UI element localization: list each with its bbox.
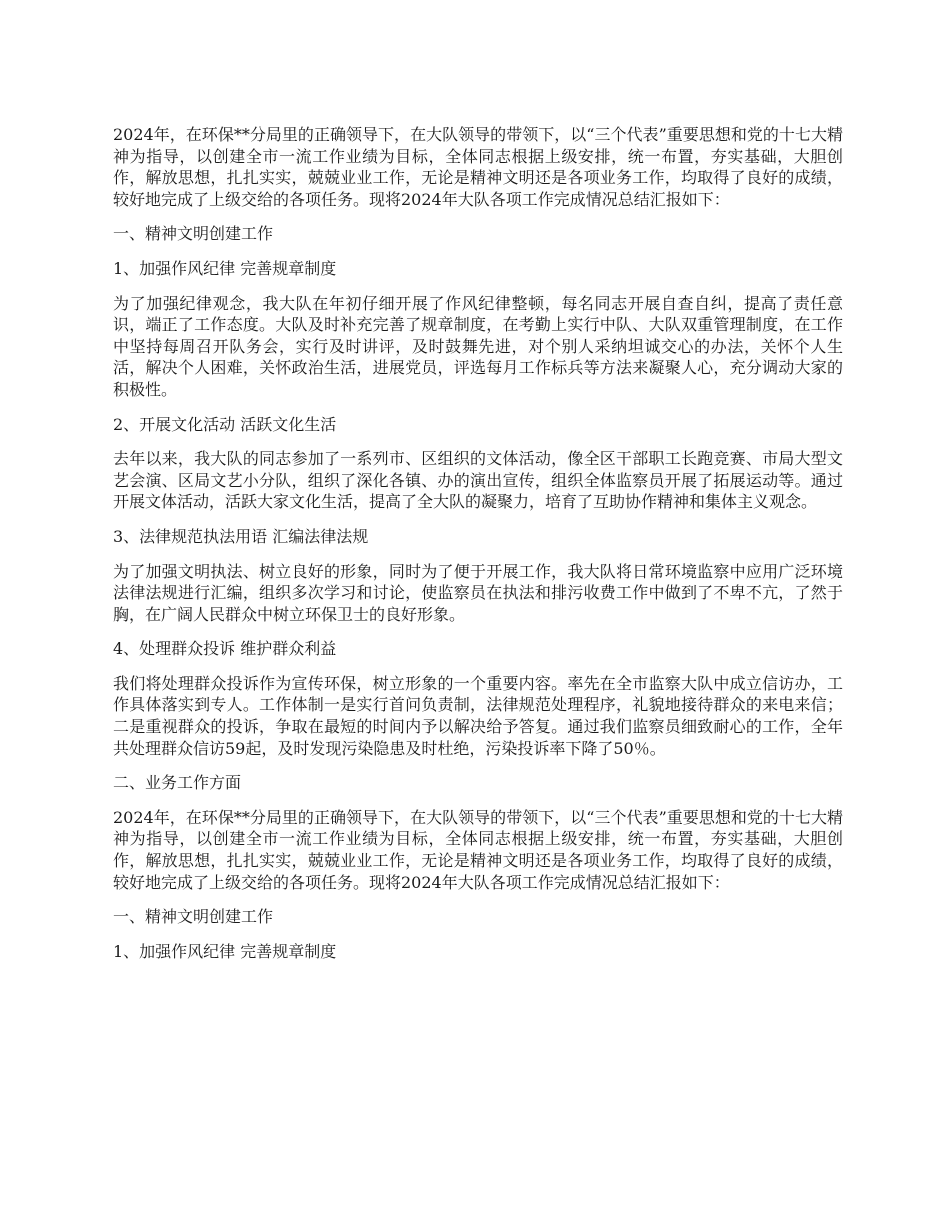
section-heading-spiritual-civilization: 一、精神文明创建工作 bbox=[113, 224, 274, 244]
repeated-intro-paragraph: 2024年，在环保**分局里的正确领导下，在大队领导的带领下，以“三个代表”重要思想和党的十七大精神为指导，以创建全市一流工作业绩为目标，全体同志根据上级安排，统一布置，夯实基础，大胆创作，解放思想，扎扎实实，兢兢业业工作，无论是精神文明还是各项业务工作，均取得了良好的成绩，较好地完成了上级交给的各项任务。现将2024年大队各项工作完成情况总结汇报如下： bbox=[113, 807, 843, 892]
subheading-discipline: 1、加强作风纪律 完善规章制度 bbox=[113, 258, 337, 278]
repeated-section-heading: 一、精神文明创建工作 bbox=[113, 907, 274, 927]
section-heading-business-work: 二、业务工作方面 bbox=[113, 773, 242, 793]
cultural-activities-paragraph: 去年以来，我大队的同志参加了一系列市、区组织的文体活动，像全区干部职工长跑竞赛、市局大型文艺会演、区局文艺小分队，组织了深化各镇、办的演出宣传，组织全体监察员开展了拓展运动等。通过开展文体活动，活跃大家文化生活，提高了全大队的凝聚力，培育了互助协作精神和集体主义观念。 bbox=[113, 449, 843, 512]
complaints-paragraph: 我们将处理群众投诉作为宣传环保，树立形象的一个重要内容。率先在全市监察大队中成立信访办，工作具体落实到专人。工作体制一是实行首问负责制，法律规范处理程序，礼貌地接待群众的来电来信；二是重视群众的投诉，争取在最短的时间内予以解决给予答复。通过我们监察员细致耐心的工作，全年共处理群众信访59起，及时发现污染隐患及时杜绝，污染投诉率下降了50％。 bbox=[113, 673, 843, 758]
repeated-subheading: 1、加强作风纪律 完善规章制度 bbox=[113, 941, 337, 961]
subheading-cultural-activities: 2、开展文化活动 活跃文化生活 bbox=[113, 414, 337, 434]
document-page bbox=[113, 124, 843, 975]
intro-paragraph: 2024年，在环保**分局里的正确领导下，在大队领导的带领下，以“三个代表”重要思想和党的十七大精神为指导，以创建全市一流工作业绩为目标，全体同志根据上级安排，统一布置，夯实基础，大胆创作，解放思想，扎扎实实，兢兢业业工作，无论是精神文明还是各项业务工作，均取得了良好的成绩，较好地完成了上级交给的各项任务。现将2024年大队各项工作完成情况总结汇报如下： bbox=[113, 125, 843, 209]
subheading-legal-norms: 3、法律规范执法用语 汇编法律法规 bbox=[113, 526, 369, 546]
subheading-complaints: 4、处理群众投诉 维护群众利益 bbox=[113, 639, 337, 659]
discipline-paragraph: 为了加强纪律观念，我大队在年初仔细开展了作风纪律整顿，每名同志开展自查自纠，提高了责任意识，端正了工作态度。大队及时补充完善了规章制度，在考勤上实行中队、大队双重管理制度，在工作中坚持每周召开队务会，实行及时讲评，及时鼓舞先进，对个别人采纳坦诚交心的办法，关怀个人生活，解决个人困难，关怀政治生活，进展党员，评选每月工作标兵等方法来凝聚人心，充分调动大家的积极性。 bbox=[113, 293, 843, 399]
legal-norms-paragraph: 为了加强文明执法、树立良好的形象，同时为了便于开展工作，我大队将日常环境监察中应用广泛环境法律法规进行汇编，组织多次学习和讨论，使监察员在执法和排污收费工作中做到了不卑不亢，了然于胸，在广阔人民群众中树立环保卫士的良好形象。 bbox=[113, 561, 843, 624]
